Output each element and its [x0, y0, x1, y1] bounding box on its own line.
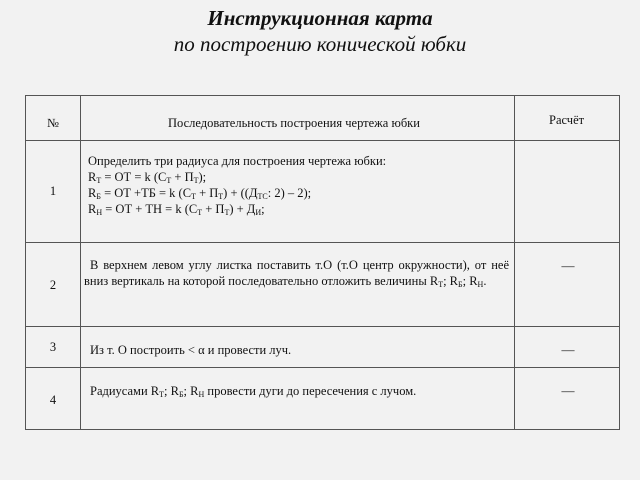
- instruction-table: [25, 95, 620, 430]
- row-divider: [26, 242, 619, 243]
- row-divider: [26, 140, 619, 141]
- row-3-number: 3: [49, 340, 57, 354]
- row-1-intro: Определить три радиуса для построения чертежа юбки:: [88, 154, 387, 168]
- document-title: [0, 6, 640, 57]
- row-3-calc: —: [561, 342, 575, 357]
- row-1-text: [88, 153, 508, 217]
- row-2-calc: —: [561, 258, 575, 273]
- formula-radius-b: $R_Б$ = ОТ +ТБ = k $(С_Т + П_Т) + ((Д_{ТС}$: 2) – 2);: [88, 186, 312, 201]
- title-main: Инструкционная карта: [207, 6, 433, 30]
- row-2-number: 2: [49, 278, 57, 292]
- row-divider: [26, 367, 619, 368]
- column-divider: [80, 96, 81, 429]
- title-subtitle: по построению конической юбки: [173, 32, 467, 57]
- row-3-text: Из т. О построить < α и провести луч.: [90, 343, 292, 357]
- row-2-text: В верхнем левом углу листка поставить т.О (т.О центр окружности), от неё вниз вертикаль на которой последовательно отложить величины $R_Т$; $R_Б$; $R_Н$.: [84, 258, 509, 289]
- formula-radius-t: $R_Т$ = ОТ = k $(С_Т + П_Т)$;: [88, 170, 207, 185]
- header-sequence: Последовательность построения чертежа юбки: [168, 116, 420, 130]
- formula-radius-n: $R_Н$ = ОТ + ТН = k $(С_Т + П_Т) + Д_И$;: [88, 202, 265, 217]
- row-4-calc: —: [561, 383, 575, 398]
- row-4-number: 4: [49, 393, 57, 407]
- row-4-text: Радиусами $R_Т$; $R_Б$; $R_Н$ провести дуги до пересечения с лучом.: [90, 384, 417, 399]
- header-calc: Расчёт: [549, 113, 585, 127]
- row-1-number: 1: [49, 184, 57, 198]
- row-divider: [26, 326, 619, 327]
- header-number: №: [47, 116, 59, 130]
